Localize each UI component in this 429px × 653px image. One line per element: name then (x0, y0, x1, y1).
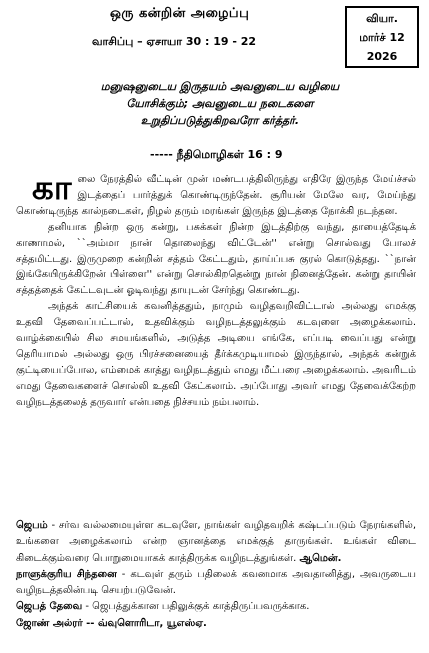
thought-for-day (16, 567, 416, 600)
verse-line: யோசிக்கும்; அவனுடைய நடைகளை (126, 97, 314, 110)
date-month-day: மார்ச் 12 (359, 31, 405, 44)
prayer (16, 518, 416, 567)
prayer-need-text: - ஜெபத்துக்கான பதிலுக்குக் காத்திருப்பவருக்காக. (82, 601, 310, 613)
prayer-text: - சர்வ வல்லமையுள்ள கடவுளே, நாங்கள் வழிதவறிக் கஷ்டப்படும் நேரங்களில், உங்களை அழைக்கலாம் என்ற ஞானத்தை எமக்குத் தாருங்கள். உங்கள் விடை கிடைக்கும்வரை பொறுமையாகக் காத்திருக்க வழிநடத்துங்கள். (16, 520, 416, 564)
author: ஜோண் அல்ரர் -- வ்வுளொரிடா, யூஎஸ்ஏ. (16, 617, 207, 629)
drop-cap: கா (32, 168, 72, 208)
thought-text: - கடவுள் தரும் பதிலைக் கவனமாக அவதானித்து, அவருடைய வழிநடத்தலின்படி செயற்படுவேன். (16, 568, 416, 597)
verse-reference: ----- நீதிமொழிகள் 16 : 9 (150, 148, 283, 161)
devotion-title: ஒரு கன்றின் அழைப்பு (110, 6, 250, 21)
prayer-need (16, 599, 416, 615)
date-day: வியா. (366, 12, 398, 25)
date-box (345, 6, 419, 68)
devotion-body (16, 168, 416, 411)
scripture-reading: வாசிப்பு – ஏசாயா 30 : 19 - 22 (92, 35, 257, 48)
key-verse (60, 78, 380, 129)
thought-label: நாளுக்குரிய சிந்தனை (16, 568, 117, 580)
devotion-footer (16, 518, 416, 632)
date-year: 2026 (366, 50, 398, 63)
amen: ஆமென். (299, 552, 342, 564)
verse-line: உறுதிப்படுத்துகிறவரோ கர்த்தர். (140, 114, 300, 127)
paragraph-3: அந்தக் காட்சியைக் கவனித்ததும், நாமும் வழிதவறிவிட்டால் அல்லது எமக்கு உதவி தேவைப்பட்டால், உதவிக்கும் வழிநடத்தலுக்கும் கடவுளை அழைக்கலாம். வாழ்க்கையில் சில சமயங்களில், அடுத்த அடியை எங்கே, எப்படி வைப்பது என்று தெரியாமல் அல்லது ஒரு பிரச்சனையைத் தீர்க்கமுடியாமல் இருந்தால், அந்தக் கன்றுக் குட்டியைப்போல, எம்மைக் காத்து வழிநடத்தும் எமது மீட்பரை அழைக்கலாம். அவரிடம் எமது தேவைகளைச் சொல்லி உதவி கேட்கலாம். அப்போது அவர் எமது தேவைக்கேற்ற வழிநடத்தலைத் தருவார் என்பதை நிச்சயம் நம்பலாம். (16, 301, 416, 408)
prayer-label: ஜெபம் (16, 520, 48, 531)
paragraph-2: தனியாக நின்ற ஒரு கன்று, பசுக்கள் நின்ற இடத்திற்கு வந்து, தாயைத்தேடிக் காணாமல், ``அம்மா நான் தொலைந்து விட்டேன்'' என்று சொல்வது போலச் சத்தமிட்டது. இருமுறை கன்றின் சத்தம் கேட்டதும், தாய்ப்பசு குரல் கொடுத்தது. ``நான் இங்கேயிருக்கிறேன் பிள்ளை'' என்று சொல்கிறதென்று நான் நினைத்தேன். கன்று தாயின் சத்தத்தைக் கேட்டவுடன் ஓடிவந்து தாயுடன் சேர்ந்து கொண்டது. (16, 221, 416, 297)
verse-line: மனுஷனுடைய இருதயம் அவனுடைய வழியை (100, 80, 340, 93)
paragraph-1-text: லை நேரத்தில் வீட்டின் முன் மண்டபத்திலிருந்து எதிரே இருந்த மேய்ச்சல் இடத்தைப் பார்த்துக் கொண்டிருந்தேன். சூரியன் மேலே வர, மேய்ந்து கொண்டிருந்த கால்நடைகள், நிழல் தரும் மரங்கள் இருந்த இடத்தை நோக்கி நடந்தன. (16, 174, 416, 217)
prayer-need-label: ஜெபத் தேவை (16, 601, 83, 613)
paragraph-1 (16, 168, 416, 220)
author-line (16, 616, 416, 632)
